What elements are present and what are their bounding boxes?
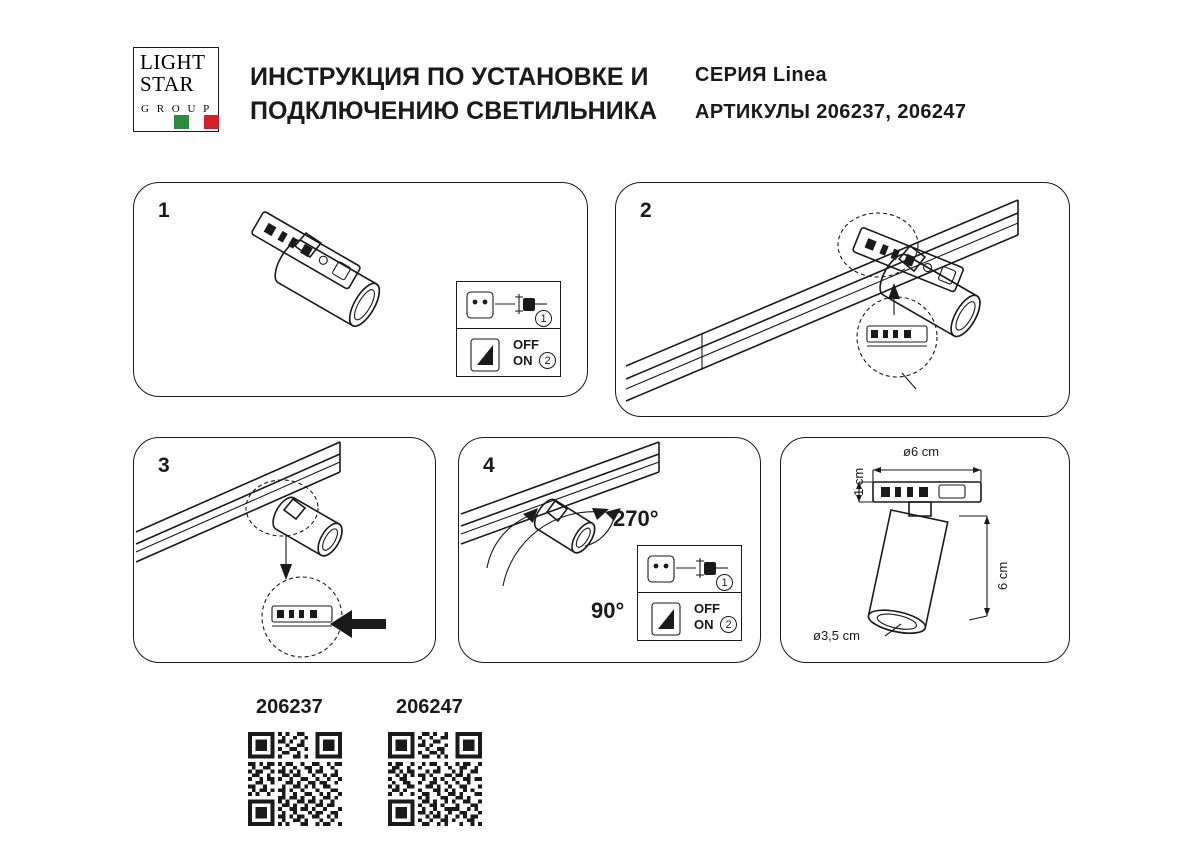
legend-marker-2: 2 [720, 616, 737, 633]
angle-label-90: 90° [591, 598, 625, 623]
logo-group-text: G R O U P [141, 103, 212, 115]
step-panel-4 [458, 437, 761, 663]
step-panel-2 [615, 182, 1070, 417]
step-number-2: 2 [640, 199, 652, 222]
logo-line-2: STAR [140, 72, 194, 96]
logo-line-1: LIGHT [140, 50, 206, 74]
articles-label: АРТИКУЛЫ 206237, 206247 [695, 101, 967, 123]
step-panel-3 [133, 437, 436, 663]
wiring-legend-1 [456, 281, 561, 377]
qr-code-bitmap [248, 732, 342, 826]
switch-icon [644, 596, 700, 642]
qr-label-206247: 206247 [396, 696, 463, 718]
product-info [695, 64, 1095, 124]
series-label: СЕРИЯ Linea [695, 64, 828, 86]
legend-on-label: ON [513, 353, 533, 368]
legend-on-label: ON [694, 617, 714, 632]
italian-flag-icon [174, 115, 219, 129]
dimensions-panel [780, 437, 1070, 663]
qr-code-206247 [388, 732, 482, 826]
page-title: ИНСТРУКЦИЯ ПО УСТАНОВКЕ И ПОДКЛЮЧЕНИЮ СВЕТИЛЬНИКА [250, 63, 658, 125]
logo-wordmark [140, 52, 216, 95]
step-2-illustration [616, 183, 1071, 418]
legend-marker-1: 1 [716, 574, 733, 591]
step-number-3: 3 [158, 454, 170, 477]
step-3-illustration [134, 438, 437, 664]
wiring-legend-2 [637, 545, 742, 641]
dimension-bottom-diameter: ø3,5 cm [813, 628, 860, 643]
dimension-body-length: 6 cm [995, 561, 1010, 590]
angle-label-270: 270° [613, 506, 659, 531]
legend-off-label: OFF [694, 601, 720, 616]
qr-code-206237 [248, 732, 342, 826]
legend-marker-2: 2 [539, 352, 556, 369]
step-panel-1 [133, 182, 588, 397]
step-number-4: 4 [483, 454, 495, 477]
qr-code-bitmap [388, 732, 482, 826]
switch-icon [463, 332, 519, 378]
legend-marker-1: 1 [535, 310, 552, 327]
brand-logo [133, 47, 219, 132]
legend-off-label: OFF [513, 337, 539, 352]
qr-label-206237: 206237 [256, 696, 323, 718]
step-number-1: 1 [158, 199, 170, 222]
dimension-bracket-height: 1 cm [851, 467, 866, 496]
dimension-top-diameter: ø6 cm [903, 444, 940, 459]
